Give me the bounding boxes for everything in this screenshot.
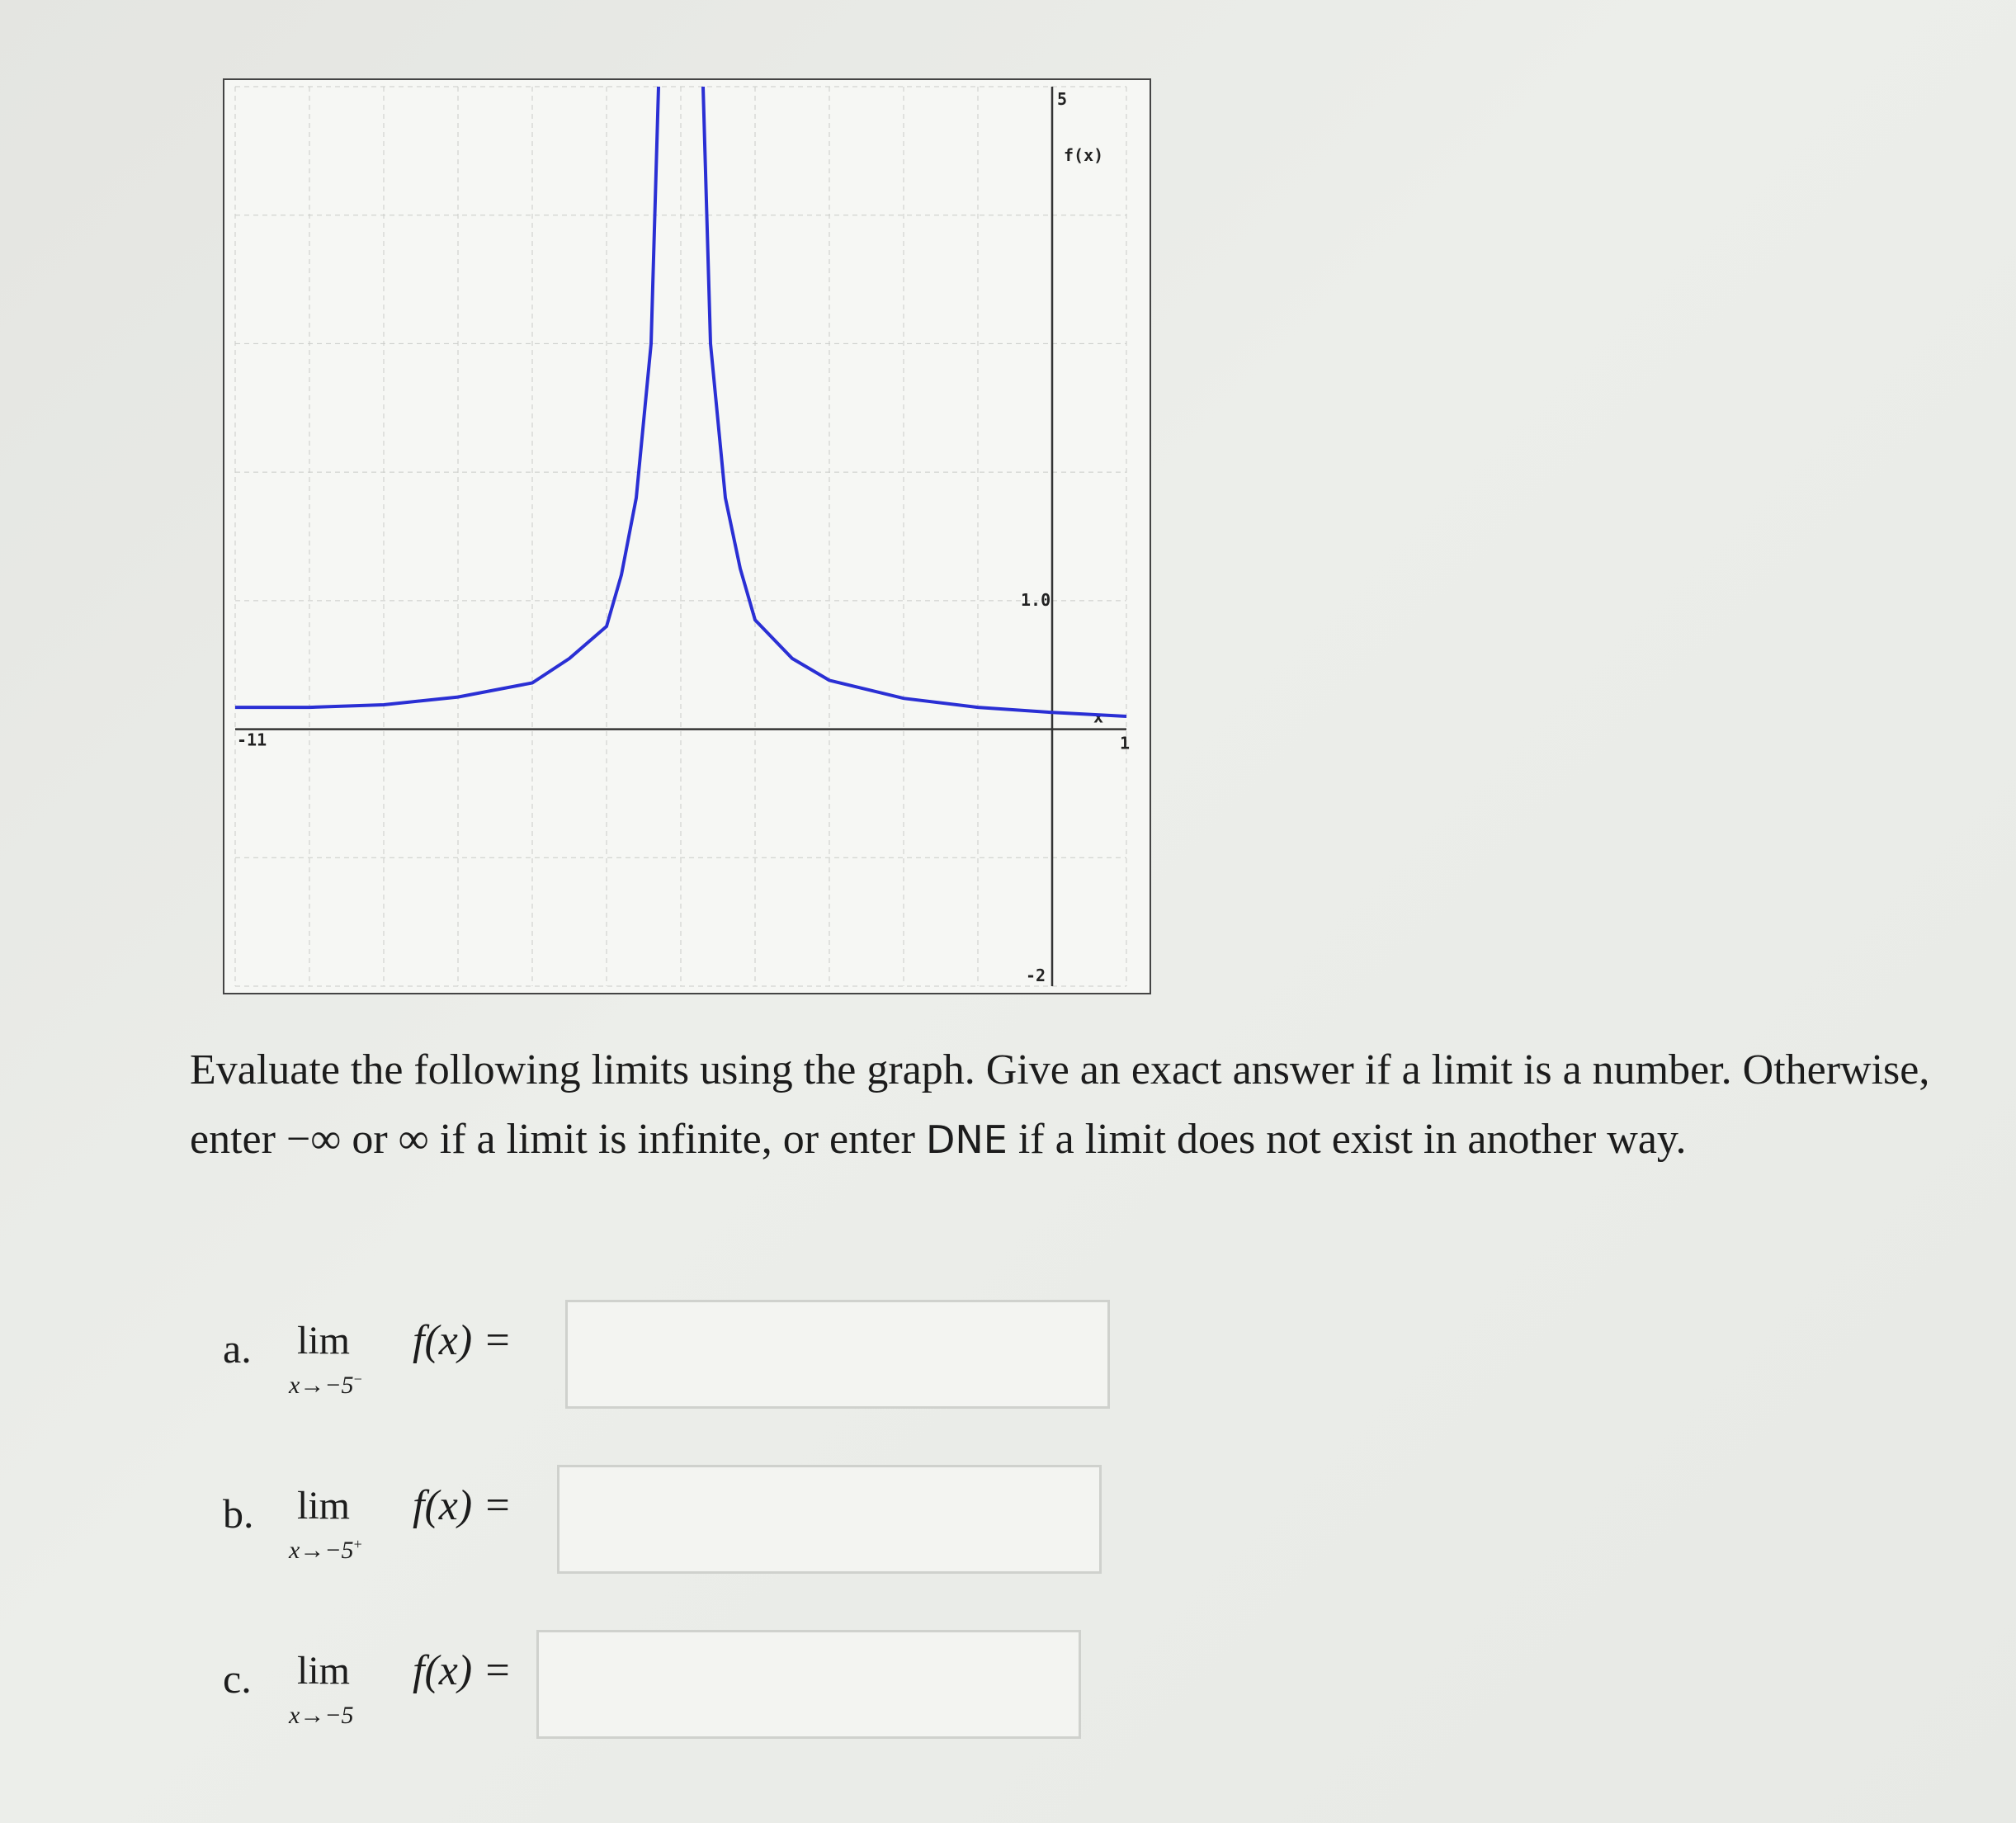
lim-operator: lim bbox=[297, 1319, 351, 1363]
instructions-or: or bbox=[341, 1116, 399, 1163]
answer-input-c[interactable] bbox=[536, 1630, 1081, 1739]
x-axis-label: x bbox=[1093, 706, 1104, 727]
lim-operator: lim bbox=[297, 1484, 351, 1528]
graph-panel bbox=[223, 78, 1151, 994]
problem-b bbox=[223, 1465, 1131, 1580]
dne-keyword: DNE bbox=[925, 1117, 1008, 1162]
y-mark-tick-label: 1.0 bbox=[1021, 589, 1051, 610]
problem-c bbox=[223, 1630, 1131, 1745]
answer-input-a[interactable] bbox=[565, 1300, 1110, 1409]
answer-input-b[interactable] bbox=[557, 1465, 1102, 1574]
lim-subscript: x→−5− bbox=[289, 1371, 362, 1399]
instructions-part1: Evaluate the following limits using the graph. Give an exact answer if a limit is a number. Otherwise, enter bbox=[190, 1046, 1930, 1163]
problem-letter: a. bbox=[223, 1325, 252, 1372]
neg-infinity-symbol: −∞ bbox=[286, 1116, 342, 1163]
y-axis-label: f(x) bbox=[1064, 145, 1104, 165]
problem-a bbox=[223, 1300, 1131, 1415]
instructions-text bbox=[190, 1036, 1964, 1174]
x-max-tick-label: 1 bbox=[1120, 733, 1131, 753]
y-min-tick-label: -2 bbox=[1026, 966, 1046, 985]
function-expression: f(x) = bbox=[413, 1647, 512, 1694]
graph-border bbox=[224, 79, 1150, 994]
y-max-tick-label: 5 bbox=[1057, 89, 1068, 109]
problem-letter: c. bbox=[223, 1655, 252, 1702]
instructions-part2: if a limit is infinite, or enter bbox=[428, 1116, 926, 1163]
infinity-symbol: ∞ bbox=[398, 1116, 429, 1163]
x-min-tick-label: -11 bbox=[237, 730, 267, 750]
instructions-part3: if a limit does not exist in another way. bbox=[1007, 1116, 1687, 1163]
function-graph bbox=[223, 78, 1151, 994]
function-expression: f(x) = bbox=[413, 1317, 512, 1364]
lim-subscript: x→−5 bbox=[289, 1702, 354, 1729]
lim-subscript: x→−5+ bbox=[289, 1536, 362, 1564]
problem-letter: b. bbox=[223, 1490, 254, 1537]
lim-operator: lim bbox=[297, 1649, 351, 1693]
function-expression: f(x) = bbox=[413, 1482, 512, 1529]
